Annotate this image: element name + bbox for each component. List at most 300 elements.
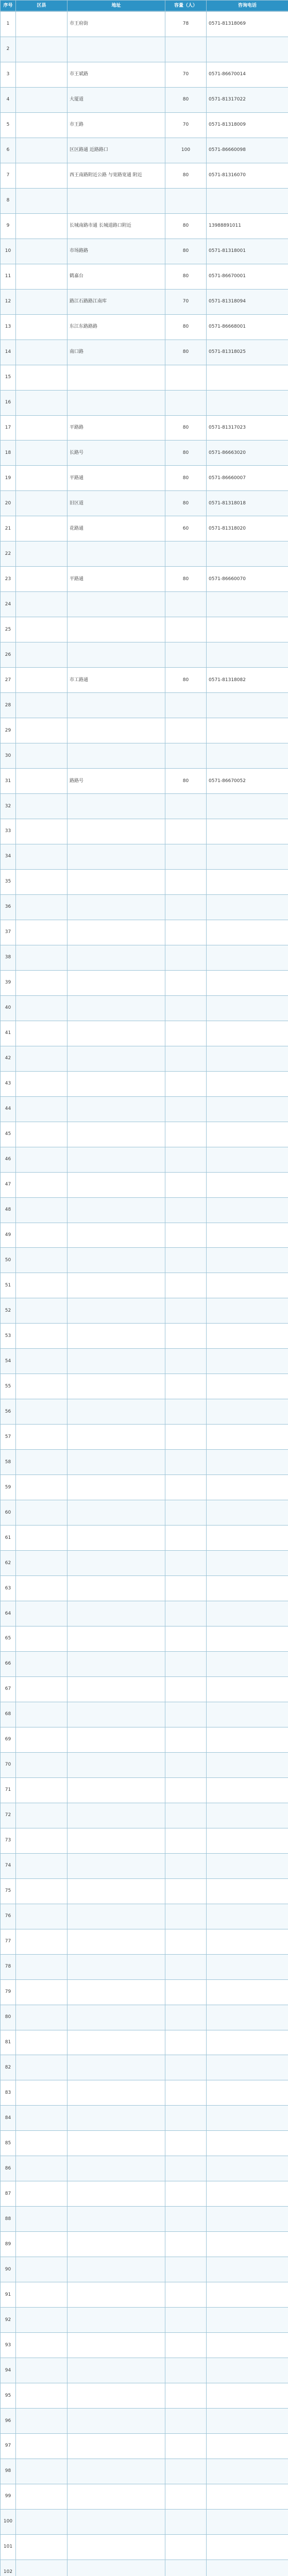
row-region <box>16 1475 67 1500</box>
row-address <box>67 1878 165 1904</box>
row-address <box>67 37 165 62</box>
row-index: 54 <box>1 1349 16 1374</box>
row-phone <box>207 1551 288 1576</box>
row-region <box>16 2560 67 2576</box>
row-phone <box>207 1324 288 1349</box>
row-capacity <box>165 2282 207 2308</box>
table-row <box>1 2509 288 2534</box>
row-capacity <box>165 365 207 390</box>
table-row <box>1 2131 288 2156</box>
row-region <box>16 2308 67 2333</box>
row-region <box>16 2131 67 2156</box>
row-region <box>16 617 67 642</box>
row-address <box>67 1147 165 1172</box>
row-region <box>16 1273 67 1298</box>
row-address <box>67 718 165 743</box>
row-address <box>67 743 165 769</box>
row-region <box>16 87 67 112</box>
row-phone <box>207 1475 288 1500</box>
row-address <box>67 2257 165 2282</box>
row-index: 77 <box>1 1929 16 1954</box>
row-region <box>16 37 67 62</box>
row-region <box>16 163 67 188</box>
row-phone <box>207 1071 288 1096</box>
table-row <box>1 1676 288 1702</box>
row-phone <box>207 2484 288 2509</box>
row-index: 76 <box>1 1904 16 1929</box>
row-address <box>67 995 165 1021</box>
row-phone: 13988891011 <box>207 213 288 239</box>
row-phone <box>207 743 288 769</box>
row-region <box>16 1626 67 1652</box>
row-index: 38 <box>1 945 16 970</box>
row-region <box>16 2459 67 2484</box>
row-address: 平路通 <box>67 466 165 491</box>
table-row <box>1 491 288 516</box>
table-row <box>1 1324 288 1349</box>
row-address <box>67 1197 165 1223</box>
row-region <box>16 945 67 970</box>
row-region <box>16 1954 67 1979</box>
row-index: 31 <box>1 769 16 794</box>
row-index: 94 <box>1 2358 16 2383</box>
row-capacity: 80 <box>165 213 207 239</box>
row-address <box>67 1601 165 1626</box>
row-index: 89 <box>1 2232 16 2257</box>
row-address <box>67 1324 165 1349</box>
row-index: 66 <box>1 1651 16 1676</box>
row-index: 71 <box>1 1777 16 1803</box>
row-index: 56 <box>1 1399 16 1425</box>
row-capacity <box>165 2383 207 2409</box>
row-region <box>16 2207 67 2232</box>
row-index: 84 <box>1 2106 16 2131</box>
row-region <box>16 743 67 769</box>
row-phone <box>207 1626 288 1652</box>
row-region <box>16 769 67 794</box>
row-capacity <box>165 995 207 1021</box>
row-region <box>16 390 67 415</box>
table-row <box>1 2156 288 2181</box>
row-address <box>67 1248 165 1273</box>
table-row <box>1 1046 288 1071</box>
row-phone: 0571-86660007 <box>207 466 288 491</box>
row-region <box>16 869 67 894</box>
table-row <box>1 1475 288 1500</box>
row-index: 67 <box>1 1676 16 1702</box>
row-index: 51 <box>1 1273 16 1298</box>
table-row <box>1 213 288 239</box>
row-capacity: 80 <box>165 239 207 264</box>
table-row <box>1 1777 288 1803</box>
table-row <box>1 2383 288 2409</box>
table-row <box>1 1853 288 1878</box>
table-row <box>1 1425 288 1450</box>
row-region <box>16 1551 67 1576</box>
row-region <box>16 1576 67 1601</box>
row-capacity <box>165 390 207 415</box>
table-row <box>1 1526 288 1551</box>
row-address: 花路通 <box>67 516 165 541</box>
row-index: 80 <box>1 2005 16 2030</box>
row-phone <box>207 1500 288 1526</box>
row-address: 市王府街 <box>67 12 165 37</box>
row-address <box>67 2534 165 2560</box>
row-index: 98 <box>1 2459 16 2484</box>
table-row <box>1 1651 288 1676</box>
row-capacity <box>165 1425 207 1450</box>
table-row <box>1 2207 288 2232</box>
table-row <box>1 1172 288 1197</box>
row-address <box>67 2509 165 2534</box>
row-phone <box>207 1601 288 1626</box>
table-row <box>1 138 288 163</box>
row-capacity: 80 <box>165 769 207 794</box>
row-index: 3 <box>1 62 16 87</box>
row-phone <box>207 945 288 970</box>
table-row <box>1 239 288 264</box>
table-row <box>1 693 288 718</box>
row-capacity <box>165 1979 207 2005</box>
table-row <box>1 289 288 314</box>
row-address: 南口路 <box>67 340 165 365</box>
row-index: 52 <box>1 1298 16 1324</box>
row-phone: 0571-86660070 <box>207 567 288 592</box>
row-phone <box>207 1526 288 1551</box>
row-index: 44 <box>1 1096 16 1122</box>
table-row <box>1 2308 288 2333</box>
row-address <box>67 2308 165 2333</box>
row-address <box>67 617 165 642</box>
row-address <box>67 2181 165 2207</box>
row-address <box>67 1500 165 1526</box>
row-region <box>16 138 67 163</box>
row-region <box>16 1197 67 1223</box>
row-index: 74 <box>1 1853 16 1878</box>
row-capacity: 80 <box>165 163 207 188</box>
row-phone <box>207 869 288 894</box>
row-region <box>16 188 67 213</box>
table-row <box>1 592 288 617</box>
row-address <box>67 2560 165 2576</box>
row-phone <box>207 2055 288 2080</box>
row-capacity <box>165 642 207 668</box>
row-phone <box>207 1979 288 2005</box>
row-phone: 0571-81318009 <box>207 112 288 138</box>
row-index: 6 <box>1 138 16 163</box>
row-index: 79 <box>1 1979 16 2005</box>
row-index: 81 <box>1 2030 16 2055</box>
row-capacity <box>165 1273 207 1298</box>
row-region <box>16 2181 67 2207</box>
row-region <box>16 2409 67 2434</box>
row-region <box>16 62 67 87</box>
row-capacity: 78 <box>165 12 207 37</box>
row-capacity <box>165 541 207 567</box>
row-phone: 0571-86670014 <box>207 62 288 87</box>
row-region <box>16 239 67 264</box>
row-index: 70 <box>1 1752 16 1777</box>
row-capacity <box>165 2434 207 2459</box>
row-index: 36 <box>1 894 16 920</box>
table-row <box>1 1096 288 1122</box>
row-region <box>16 365 67 390</box>
row-phone <box>207 365 288 390</box>
row-phone <box>207 2358 288 2383</box>
row-capacity <box>165 1172 207 1197</box>
row-address <box>67 1853 165 1878</box>
row-capacity: 60 <box>165 516 207 541</box>
row-capacity <box>165 1676 207 1702</box>
row-address <box>67 2484 165 2509</box>
row-address <box>67 2156 165 2181</box>
row-address <box>67 2409 165 2434</box>
table-row <box>1 1929 288 1954</box>
table-row <box>1 390 288 415</box>
row-region <box>16 1904 67 1929</box>
table-row <box>1 1399 288 1425</box>
row-address <box>67 1551 165 1576</box>
row-address <box>67 2232 165 2257</box>
row-address <box>67 819 165 844</box>
row-capacity <box>165 2030 207 2055</box>
row-capacity <box>165 2232 207 2257</box>
row-capacity <box>165 1551 207 1576</box>
row-region <box>16 516 67 541</box>
row-capacity <box>165 1878 207 1904</box>
row-phone: 0571-86668001 <box>207 314 288 340</box>
row-index: 25 <box>1 617 16 642</box>
row-index: 64 <box>1 1601 16 1626</box>
row-phone <box>207 1248 288 1273</box>
row-index: 55 <box>1 1374 16 1399</box>
table-row <box>1 2055 288 2080</box>
row-address <box>67 844 165 869</box>
table-row <box>1 642 288 668</box>
row-index: 34 <box>1 844 16 869</box>
row-index: 86 <box>1 2156 16 2181</box>
table-row <box>1 945 288 970</box>
row-capacity <box>165 2055 207 2080</box>
row-phone <box>207 1122 288 1147</box>
table-row <box>1 1122 288 1147</box>
row-capacity: 80 <box>165 440 207 466</box>
row-capacity <box>165 844 207 869</box>
row-index: 19 <box>1 466 16 491</box>
row-index: 27 <box>1 668 16 693</box>
table-row <box>1 2030 288 2055</box>
row-index: 82 <box>1 2055 16 2080</box>
row-address: 区区路通 近路路口 <box>67 138 165 163</box>
table-row <box>1 2257 288 2282</box>
row-region <box>16 1096 67 1122</box>
table-row <box>1 1021 288 1046</box>
table-row <box>1 1878 288 1904</box>
row-capacity <box>165 970 207 995</box>
row-region <box>16 1676 67 1702</box>
row-index: 48 <box>1 1197 16 1223</box>
row-index: 16 <box>1 390 16 415</box>
row-index: 22 <box>1 541 16 567</box>
row-capacity <box>165 2131 207 2156</box>
row-capacity: 70 <box>165 112 207 138</box>
row-capacity <box>165 1450 207 1475</box>
row-capacity: 80 <box>165 340 207 365</box>
row-region <box>16 995 67 1021</box>
row-index: 21 <box>1 516 16 541</box>
row-index: 42 <box>1 1046 16 1071</box>
row-phone <box>207 2459 288 2484</box>
row-region <box>16 1122 67 1147</box>
row-region <box>16 718 67 743</box>
table-row <box>1 743 288 769</box>
row-phone <box>207 894 288 920</box>
row-address <box>67 1651 165 1676</box>
row-index: 58 <box>1 1450 16 1475</box>
row-capacity <box>165 2181 207 2207</box>
row-address <box>67 642 165 668</box>
row-index: 61 <box>1 1526 16 1551</box>
row-address <box>67 1777 165 1803</box>
row-phone <box>207 1929 288 1954</box>
row-capacity <box>165 743 207 769</box>
row-index: 59 <box>1 1475 16 1500</box>
row-index: 9 <box>1 213 16 239</box>
header-region: 区县 <box>16 1 67 11</box>
table-row <box>1 541 288 567</box>
row-address: 市王路 <box>67 112 165 138</box>
table-row <box>1 1500 288 1526</box>
row-index: 37 <box>1 920 16 945</box>
row-index: 24 <box>1 592 16 617</box>
row-phone <box>207 1576 288 1601</box>
table-row <box>1 1273 288 1298</box>
row-address <box>67 1399 165 1425</box>
table-row <box>1 995 288 1021</box>
row-index: 5 <box>1 112 16 138</box>
row-index: 7 <box>1 163 16 188</box>
row-capacity <box>165 2409 207 2434</box>
row-capacity: 80 <box>165 668 207 693</box>
table-row <box>1 2080 288 2106</box>
row-index: 17 <box>1 415 16 440</box>
row-capacity <box>165 617 207 642</box>
row-region <box>16 894 67 920</box>
row-phone <box>207 1853 288 1878</box>
row-address <box>67 1727 165 1752</box>
row-index: 96 <box>1 2409 16 2434</box>
row-region <box>16 1450 67 1475</box>
table-row <box>1 1576 288 1601</box>
row-address: 旧区道 <box>67 491 165 516</box>
table-row <box>1 567 288 592</box>
row-region <box>16 1500 67 1526</box>
row-region <box>16 1803 67 1828</box>
row-phone <box>207 2030 288 2055</box>
row-address <box>67 541 165 567</box>
table-row <box>1 2181 288 2207</box>
row-capacity <box>165 2257 207 2282</box>
row-region <box>16 1374 67 1399</box>
row-phone: 0571-81318094 <box>207 289 288 314</box>
row-address: 长路号 <box>67 440 165 466</box>
row-region <box>16 491 67 516</box>
table-row <box>1 112 288 138</box>
row-capacity <box>165 2106 207 2131</box>
row-capacity <box>165 1223 207 1248</box>
table-row <box>1 466 288 491</box>
row-capacity <box>165 1399 207 1425</box>
row-phone <box>207 1172 288 1197</box>
row-phone <box>207 844 288 869</box>
row-index: 12 <box>1 289 16 314</box>
row-index: 20 <box>1 491 16 516</box>
row-region <box>16 289 67 314</box>
row-address: 平路通 <box>67 567 165 592</box>
row-phone <box>207 2131 288 2156</box>
row-index: 41 <box>1 1021 16 1046</box>
row-address: 平路路 <box>67 415 165 440</box>
row-capacity <box>165 2156 207 2181</box>
row-address <box>67 2030 165 2055</box>
table-row <box>1 769 288 794</box>
row-address <box>67 1374 165 1399</box>
row-phone: 0571-81318025 <box>207 340 288 365</box>
row-phone <box>207 2207 288 2232</box>
header-index: 序号 <box>1 1 16 11</box>
row-index: 88 <box>1 2207 16 2232</box>
row-region <box>16 1979 67 2005</box>
row-region <box>16 2282 67 2308</box>
row-capacity <box>165 2534 207 2560</box>
row-capacity <box>165 1096 207 1122</box>
row-region <box>16 264 67 289</box>
row-region <box>16 1046 67 1071</box>
row-address <box>67 2282 165 2308</box>
row-address <box>67 1929 165 1954</box>
table-row <box>1 1147 288 1172</box>
table-row <box>1 894 288 920</box>
row-address: 东江东路路路 <box>67 314 165 340</box>
row-capacity: 80 <box>165 466 207 491</box>
row-region <box>16 1878 67 1904</box>
row-phone <box>207 1878 288 1904</box>
row-region <box>16 213 67 239</box>
row-index: 23 <box>1 567 16 592</box>
table-row <box>1 1979 288 2005</box>
table-row <box>1 2484 288 2509</box>
row-capacity <box>165 1248 207 1273</box>
row-address <box>67 2434 165 2459</box>
row-capacity <box>165 1803 207 1828</box>
table-row <box>1 1223 288 1248</box>
row-address <box>67 1904 165 1929</box>
row-region <box>16 2055 67 2080</box>
row-address <box>67 869 165 894</box>
row-region <box>16 970 67 995</box>
row-phone <box>207 617 288 642</box>
row-capacity <box>165 1777 207 1803</box>
table-row <box>1 844 288 869</box>
row-address <box>67 2459 165 2484</box>
row-capacity <box>165 1500 207 1526</box>
row-address: 市王斌路 <box>67 62 165 87</box>
row-capacity <box>165 1526 207 1551</box>
row-phone <box>207 390 288 415</box>
row-address <box>67 390 165 415</box>
table-row <box>1 62 288 87</box>
row-index: 95 <box>1 2383 16 2409</box>
